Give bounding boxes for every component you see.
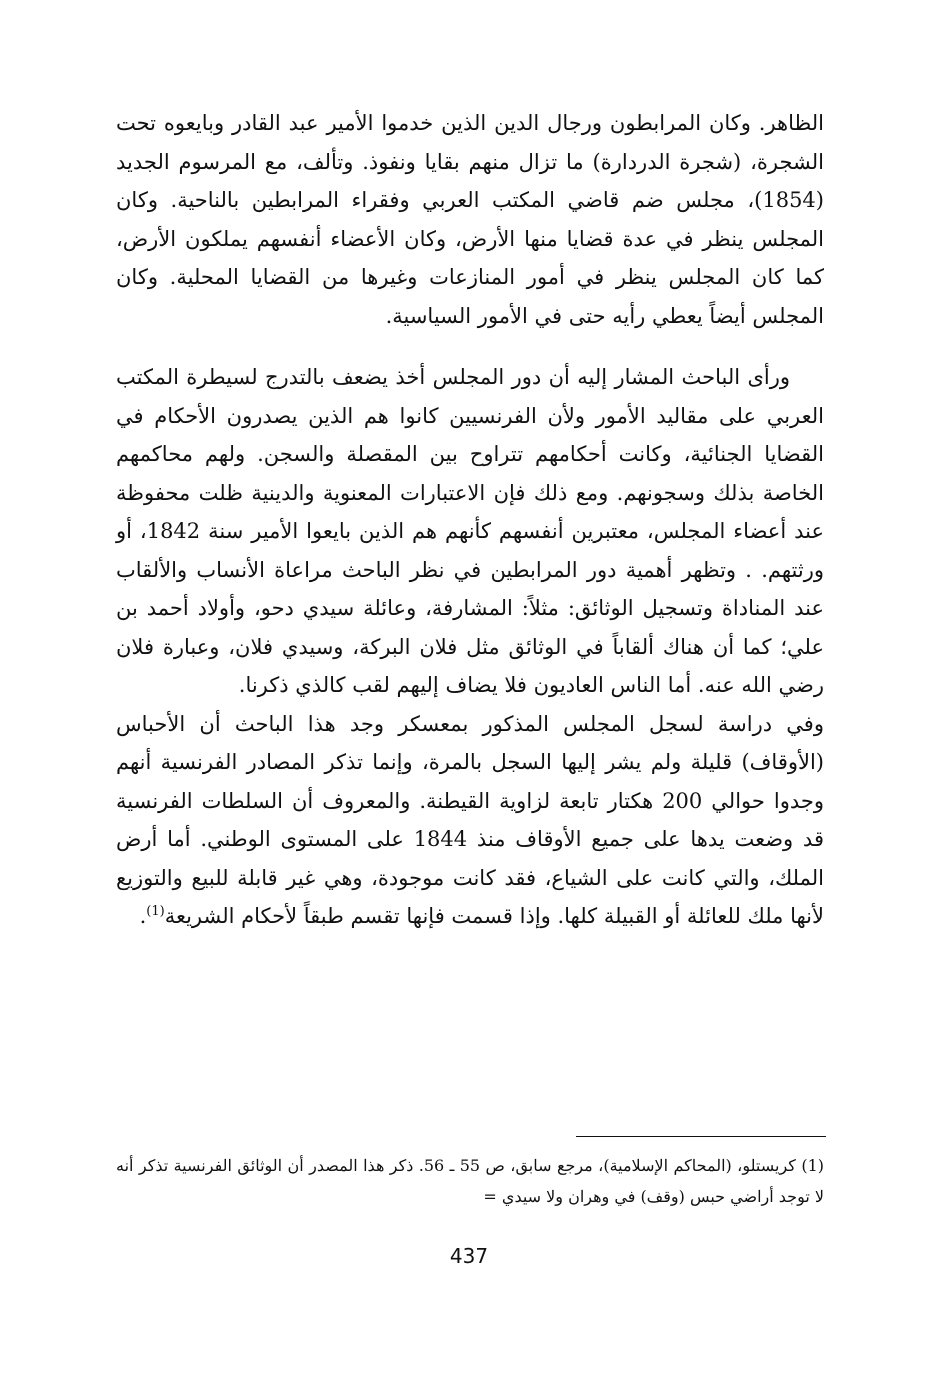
footnote-reference: (1) (146, 904, 165, 919)
paragraph-1: الظاهر. وكان المرابطون ورجال الدين الذين خدموا الأمير عبد القادر وبايعوه تحت الشجرة، (شجرة الدردارة) ما تزال منهم بقايا ونفوذ. وتألف، مع المرسوم الجديد (1854)، مجلس ضم قاضي المكتب العربي وفقراء المرابطين بالناحية. وكان المجلس ينظر في عدة قضايا منها الأرض، وكان الأعضاء أنفسهم يملكون الأرض، كما كان المجلس ينظر في أمور المنازعات وغيرها من القضايا المحلية. وكان المجلس أيضاً يعطي رأيه حتى في الأمور السياسية. (116, 111, 824, 328)
paragraph-3-text: وفي دراسة لسجل المجلس المذكور بمعسكر وجد هذا الباحث أن الأحباس (الأوقاف) قليلة ولم يشر إليها السجل بالمرة، وإنما تذكر المصادر الفرنسية أنهم وجدوا حوالي 200 هكتار تابعة لزاوية القيطنة. والمعروف أن السلطات الفرنسية قد وضعت يدها على جميع الأوقاف منذ 1844 على المستوى الوطني. أما أرض الملك، والتي كانت على الشياع، فقد كانت موجودة، وهي غير قابلة للبيع والتوزيع لأنها ملك للعائلة أو القبيلة كلها. وإذا قسمت فإنها تقسم طبقاً لأحكام الشريعة (116, 711, 824, 928)
paragraph-3 (116, 705, 824, 936)
paragraph-3-end: . (139, 904, 147, 928)
footnote-text: (1) كريستلو، (المحاكم الإسلامية)، مرجع سابق، ص 55 ـ 56. ذكر هذا المصدر أن الوثائق الفرنسية تذكر أنه لا توجد أراضي حبس (وقف) في وهران ولا سيدي = (116, 1156, 824, 1206)
page-number: 437 (449, 1244, 489, 1268)
footnote-separator (576, 1136, 826, 1137)
footnote-block (116, 1150, 824, 1212)
paragraph-2: ورأى الباحث المشار إليه أن دور المجلس أخذ يضعف بالتدرج لسيطرة المكتب العربي على مقاليد الأمور ولأن الفرنسيين كانوا هم الذين يصدرون الأحكام في القضايا الجنائية، وكانت أحكامهم تتراوح بين المقصلة والسجن. ولهم محاكمهم الخاصة بذلك وسجونهم. ومع ذلك فإن الاعتبارات المعنوية والدينية ظلت محفوظة عند أعضاء المجلس، معتبرين أنفسهم كأنهم هم الذين بايعوا الأمير سنة 1842، أو ورثتهم. . وتظهر أهمية دور المرابطين في نظر الباحث مراعاة الأنساب والألقاب عند المناداة وتسجيل الوثائق: مثلاً: المشارفة، وعائلة سيدي دحو، وأولاد أحمد بن علي؛ كما أن هناك ألقاباً في الوثائق مثل فلان البركة، وسيدي فلان، وعبارة فلان رضي الله عنه. أما الناس العاديون فلا يضاف إليهم لقب كالذي ذكرنا. (116, 365, 824, 697)
main-text-block (116, 104, 824, 936)
